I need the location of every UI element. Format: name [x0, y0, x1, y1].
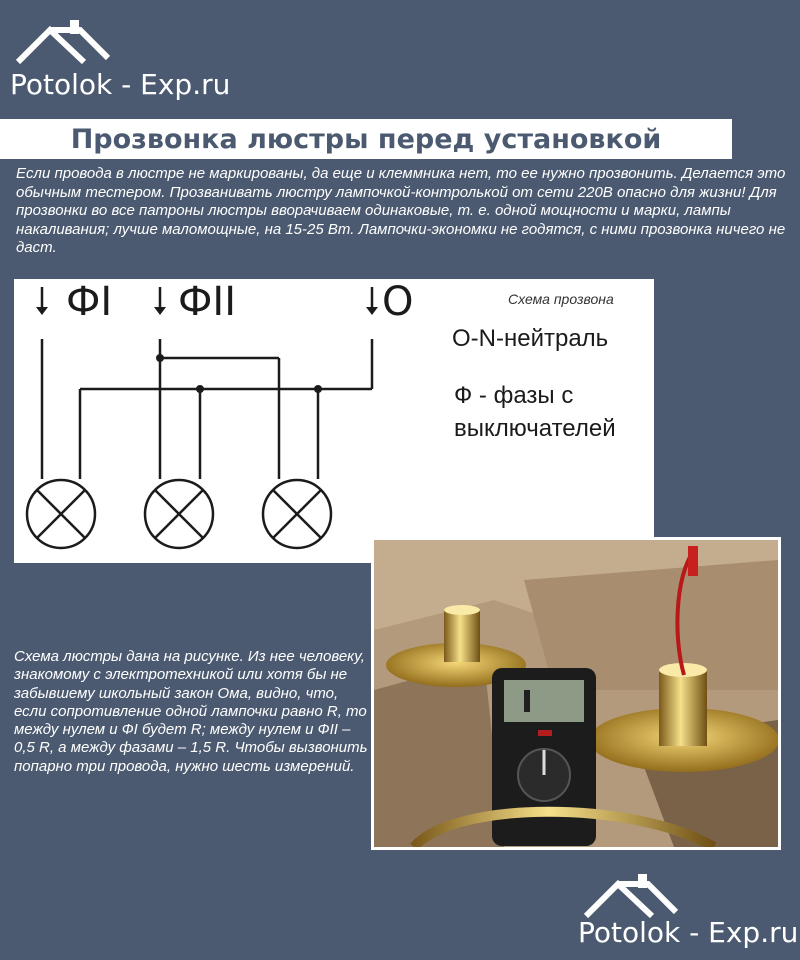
wiring-diagram — [14, 279, 654, 563]
phase2-label: ФII — [178, 279, 237, 325]
chandelier-multimeter-photo — [371, 537, 781, 850]
site-logo-bottom[interactable] — [578, 872, 798, 952]
neutral-label: O — [382, 279, 414, 325]
logo-text: Potolok - Exp.ru — [10, 68, 231, 101]
intro-paragraph: Если провода в люстре не маркированы, да еще и клеммника нет, то ее нужно прозвонить. Делается это обычным тестером. Прозванивать люстру лампочкой-контролькой от сети 220В опасно для жизни! Для прозвонки во все патроны люстры вворачиваем одинаковые, т. е. одной мощности и марки, лампы накаливания; лучше маломощные, на 15-25 Вт. Лампочки-экономки не годятся, с ними прозвонка ничего не даст. — [16, 165, 786, 256]
house-roof-icon — [14, 18, 114, 66]
phase1-label: ФI — [66, 279, 113, 325]
house-roof-icon — [582, 872, 682, 920]
lamp-symbol-icon — [27, 480, 331, 548]
page-title: Прозвонка люстры перед установкой — [70, 123, 662, 155]
site-logo-top[interactable] — [8, 18, 248, 108]
legend-phases: Ф - фазы с выключателей — [454, 382, 616, 442]
legend-neutral: O-N-нейтраль — [452, 325, 609, 352]
photo-illustration — [374, 540, 778, 847]
diagram-caption: Схема прозвона — [508, 291, 614, 307]
logo-text: Potolok - Exp.ru — [578, 916, 799, 949]
body-paragraph: Схема люстры дана на рисунке. Из нее человеку, знакомому с электротехникой или хотя бы не забывшему школьный закон Ома, видно, что, если сопротивление одной лампочки равно R, то между нулем и ФI будет R; между нулем и ФII – 0,5 R, а между фазами – 1,5 R. Чтобы вызвонить попарно три провода, нужно шесть измерений. — [14, 648, 368, 775]
title-bar — [0, 119, 732, 159]
